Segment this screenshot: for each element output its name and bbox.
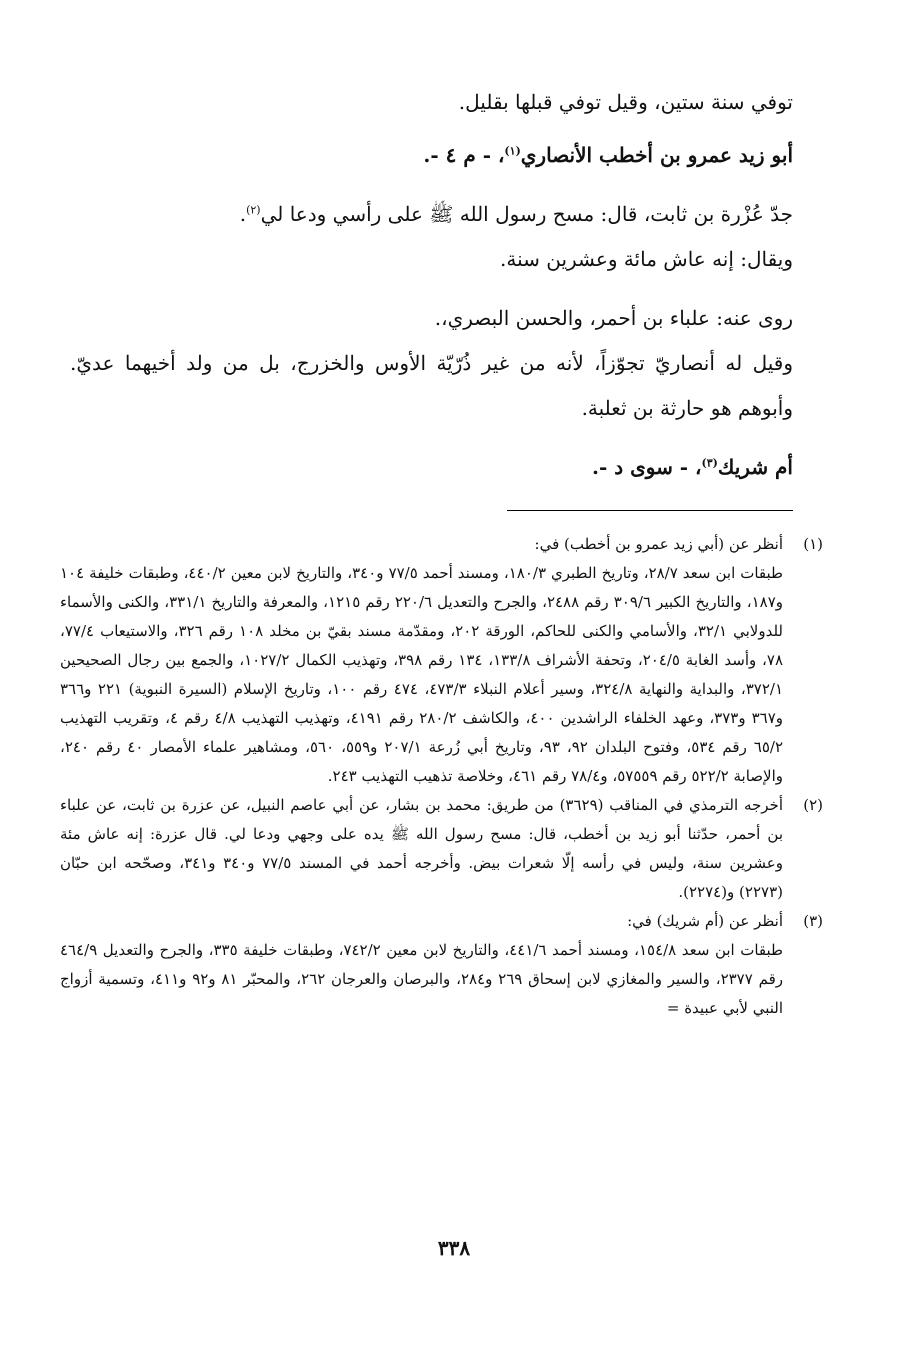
footnote-line: طبقات ابن سعد ١٥٤/٨، ومسند أحمد ٤٤١/٦، والتاريخ لابن معين ٧٤٢/٢، وطبقات خليفة ٣٣٥، والجرح والتعديل ٤٦٤/٩ رقم ٢٣٧٧، والسير والمغازي لابن إسحاق ٢٦٩ و٢٨٤، والبرصان والعرجان ٢٦٢، والمحبّر ٨١ و٩٢ و٤١١، وتسمية أزواج النبي لأبي عبيدة = xyxy=(60,941,783,1017)
entry-heading-name: أم شريك xyxy=(717,455,793,479)
footnote-line: أنظر عن (أم شريك) في: xyxy=(627,912,783,930)
footnote-ref: (١) xyxy=(504,144,521,158)
footnote-line: أنظر عن (أبي زيد عمرو بن أخطب) في: xyxy=(534,535,783,553)
footnote-ref: (٢) xyxy=(246,203,261,217)
entry-heading-tail: ، - سوى د -. xyxy=(591,455,702,479)
entry-heading-tail: ، - م ٤ -. xyxy=(423,143,505,167)
text-line xyxy=(70,192,793,237)
footnote xyxy=(60,791,823,907)
footnote-body xyxy=(60,791,783,907)
footnote xyxy=(60,530,823,791)
footnote-number: (١) xyxy=(803,535,823,553)
entry-heading xyxy=(70,445,793,490)
text-paragraph: وقيل له أنصاريّ تجوّزاً، لأنه من غير ذُرّيّة الأوس والخزرج، بل من ولد أخيهما عديّ. وأبوهم هو حارثة بن ثعلبة. xyxy=(70,351,793,420)
footnotes xyxy=(60,530,823,1023)
main-text xyxy=(70,80,793,490)
entry-heading xyxy=(70,133,793,178)
text-line: روى عنه: علباء بن أحمر، والحسن البصري،. xyxy=(434,306,793,330)
footnote-number: (٣) xyxy=(803,912,823,930)
footnote-ref: (٣) xyxy=(701,456,718,470)
footnote-line: طبقات ابن سعد ٢٨/٧، وتاريخ الطبري ١٨٠/٣، ومسند أحمد ٧٧/٥ و٣٤٠، والتاريخ لابن معين ٤٤٠/٢، وطبقات خليفة ١٠٤ و١٨٧، والتاريخ الكبير ٣٠٩/٦ رقم ٢٤٨٨، والجرح والتعديل ٢٢٠/٦ رقم ١٢١٥، والمعرفة والتاريخ ٣٣١/١، والكنى والأسماء للدولابي ٣٢/١، والأسامي والكنى للحاكم، الورقة ٢٠٢، ومقدّمة مسند بقيّ بن مخلد ١٠٨ رقم ٣٢٦، والاستيعاب ٧٧/٤، ٧٨، وأسد الغابة ٢٠٤/٥، وتحفة الأشراف ١٣٣/٨، ١٣٤ رقم ٣٩٨، وتهذيب الكمال ١٠٢٧/٢، والجمع بين رجال الصحيحين ٣٧٢/١، والبداية والنهاية ٣٢٤/٨، وسير أعلام النبلاء ٤٧٣/٣، ٤٧٤ رقم ١٠٠، وتاريخ الإسلام (السيرة النبوية) ٢٢١ و٣٦٦ و٣٦٧ و٣٧٣، وعهد الخلفاء الراشدين ٤٠٠، والكاشف ٢٨٠/٢ رقم ٤١٩١، وتهذيب التهذيب ٤/٨ رقم ٤، وتقريب التهذيب ٦٥/٢ رقم ٥٣٤، وفتوح البلدان ٩٢، ٩٣، وتاريخ أبي زُرعة ٢٠٧/١ و٥٥٩، ٥٦٠، ومشاهير علماء الأمصار ٤٠ رقم ٢٤٠، والإصابة ٥٢٢/٢ رقم ٥٧٥٥٩، و٧٨/٤ رقم ٤٦١، وخلاصة تذهيب التهذيب ٢٤٣. xyxy=(60,564,784,785)
footnote-number: (٢) xyxy=(803,796,823,814)
text-line-body: جدّ عُزْرة بن ثابت، قال: مسح رسول الله ﷺ على رأسي ودعا لي xyxy=(260,202,793,226)
text-line: ويقال: إنه عاش مائة وعشرين سنة. xyxy=(499,247,793,271)
footnote-body xyxy=(60,907,783,1023)
footnote-separator xyxy=(507,510,793,511)
text-line-tail: . xyxy=(239,202,247,226)
footnote-line: أخرجه الترمذي في المناقب (٣٦٢٩) من طريق: محمد بن بشار، عن أبي عاصم النبيل، عن عزرة بن ثابت، عن علباء بن أحمر، حدّثنا أبو زيد بن أخطب، قال: مسح رسول الله ﷺ يده على وجهي ودعا لي. قال عزرة: إنه عاش مئة وعشرين سنة، وليس في رأسه إلّا شعرات بيض. وأخرجه أحمد في المسند ٧٧/٥ و٣٤٠ و٣٤١، وصحّحه ابن حبّان (٢٢٧٣) و(٢٢٧٤). xyxy=(60,796,783,901)
book-page xyxy=(60,80,823,1358)
text-line: توفي سنة ستين، وقيل توفي قبلها بقليل. xyxy=(458,90,793,114)
page-number: ٣٣٨ xyxy=(437,1236,471,1260)
entry-heading-name: أبو زيد عمرو بن أخطب الأنصاري xyxy=(520,143,793,167)
footnote xyxy=(60,907,823,1023)
footnote-body xyxy=(60,530,783,791)
